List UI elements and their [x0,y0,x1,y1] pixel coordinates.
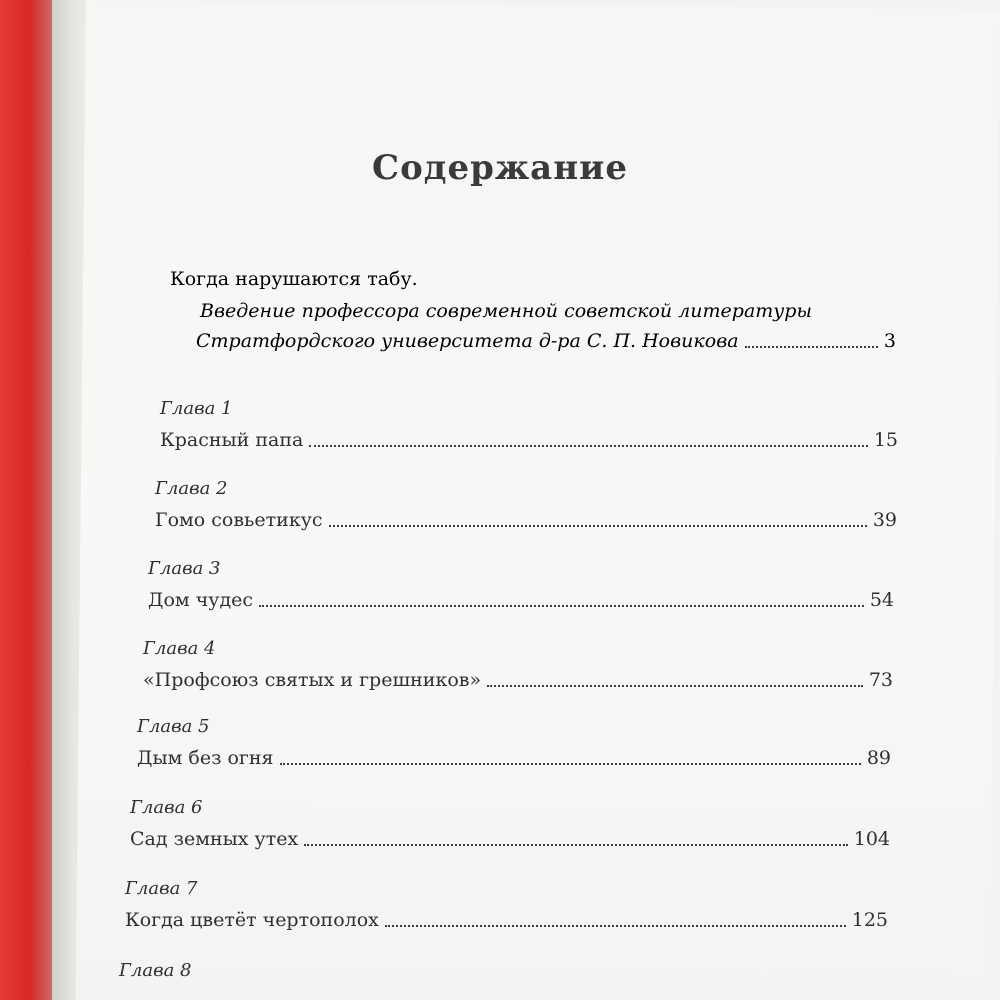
intro-line-1: Введение профессора современной советской литературы [200,300,812,322]
chapter-title: Когда цветёт чертополох [125,909,379,931]
toc-entry-4 [143,638,893,691]
chapter-label: Глава 3 [148,558,221,579]
toc-row [143,669,893,691]
toc-entry-1 [160,398,898,451]
chapter-title: Гомо совьетикус [155,509,323,531]
page-title: Содержание [372,148,628,188]
chapter-title: Дом чудес [148,589,254,611]
toc-entry-6 [130,797,890,850]
chapter-label: Глава 2 [155,478,228,499]
chapter-label: Глава 6 [130,797,203,818]
dot-leader [487,685,863,687]
chapter-label: Глава 4 [143,638,216,659]
chapter-label: Глава 5 [137,716,210,737]
dot-leader [280,763,861,765]
dot-leader [329,525,867,527]
chapter-title: Красный папа [160,429,304,451]
page-number: 89 [866,747,891,769]
chapter-title: «Профсоюз святых и грешников» [143,669,482,691]
toc-entry-7 [125,878,888,931]
dot-leader [309,445,868,447]
toc-entry-5 [137,716,891,769]
dot-leader [304,844,848,846]
intro-line-2 [196,330,896,352]
chapter-title: Сад земных утех [130,828,299,850]
intro-line-2-text: Стратфордского университета д-ра С. П. Новикова [196,330,739,352]
chapter-label: Глава 8 [119,960,192,981]
toc-row [160,429,898,451]
dot-leader [745,346,878,348]
intro-heading: Когда нарушаются табу. [170,268,418,290]
toc-entry-2 [155,478,897,531]
toc-row [148,589,894,611]
chapter-label: Глава 7 [125,878,198,899]
toc-row [125,909,888,931]
chapter-title: Дым без огня [137,747,274,769]
dot-leader [259,605,864,607]
toc-row [137,747,891,769]
page-number: 15 [873,429,898,451]
toc-row [155,509,897,531]
toc-row [130,828,890,850]
page-number: 54 [869,589,894,611]
page-number: 104 [853,828,890,850]
page-number: 39 [872,509,897,531]
chapter-label: Глава 1 [160,398,233,419]
page-number: 125 [851,909,888,931]
dot-leader [385,925,846,927]
toc-entry-8 [119,960,885,981]
page-number: 73 [868,669,893,691]
page-number: 3 [883,330,896,352]
toc-entry-3 [148,558,894,611]
